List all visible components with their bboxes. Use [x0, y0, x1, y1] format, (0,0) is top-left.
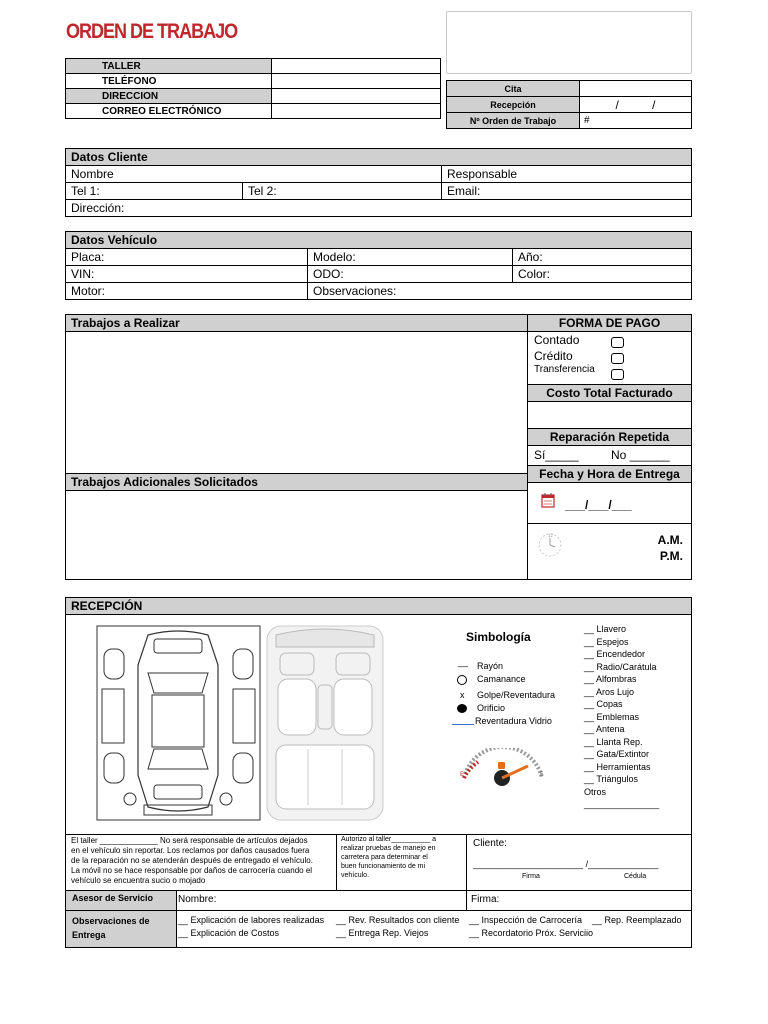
check-llanta[interactable]: __ Llanta Rep.: [584, 736, 643, 747]
work-left-column: [66, 315, 528, 579]
color-field[interactable]: Color:: [512, 266, 688, 282]
disclaimer-text: El taller _____________ No será responsable de artículos dejados en el vehículo sin reportar. Los reclamos por daños causados fuera de la reparación no se atenderán después de entregado el vehículo. La móvil no se hace responsable por daños de carrocería cuando el vehículo se encuentra sucio o mojado: [71, 836, 313, 885]
adicionales-title: Trabajos Adicionales Solicitados: [66, 473, 527, 491]
transferencia-checkbox[interactable]: [611, 369, 624, 380]
vin-field[interactable]: VIN:: [71, 267, 95, 281]
disclaimer-row: [66, 834, 691, 891]
check-alfombras[interactable]: __ Alfombras: [584, 674, 637, 684]
observaciones-label: Observaciones de Entrega: [66, 911, 177, 947]
obs-entrega-rep-viejos[interactable]: __ Entrega Rep. Viejos: [336, 928, 429, 938]
symbol-camanance: Camanance: [454, 673, 569, 686]
vehicle-row-3: [66, 283, 691, 299]
reception-section: [65, 597, 692, 948]
forma-pago-title: FORMA DE PAGO: [528, 315, 691, 332]
symbol-rayon: __ Rayón: [458, 657, 504, 671]
am-label[interactable]: A.M.: [657, 533, 683, 547]
signature-line[interactable]: ______________________ /______________: [473, 859, 659, 869]
observaciones-row: [66, 910, 691, 948]
client-row-3: [66, 200, 691, 216]
cita-label: Cita: [447, 81, 580, 97]
symbol-orificio: Orificio: [454, 702, 569, 715]
simbologia-title: Simbología: [466, 630, 531, 644]
x-mark-icon: x: [460, 690, 465, 700]
entrega-fecha-field[interactable]: ___/___/___: [565, 498, 632, 512]
pm-label[interactable]: P.M.: [659, 549, 683, 563]
client-row-2: [66, 183, 691, 200]
tel2-field[interactable]: Tel 2:: [242, 183, 438, 199]
costo-title: Costo Total Facturado: [528, 384, 691, 402]
asesor-nombre-field[interactable]: Nombre:: [178, 894, 217, 905]
symbol-vidrio: Reventadura Vidrio: [454, 715, 569, 728]
check-herramientas[interactable]: __ Herramientas: [584, 761, 651, 772]
taller-label: TALLER: [66, 59, 272, 74]
taller-field[interactable]: [272, 59, 441, 74]
contado-checkbox[interactable]: [611, 337, 624, 348]
placa-field[interactable]: Placa:: [71, 250, 105, 264]
asesor-firma-field[interactable]: Firma:: [471, 894, 500, 905]
recepcion-title: RECEPCIÓN: [66, 598, 691, 615]
symbol-legend: [454, 657, 569, 728]
client-signature: [466, 835, 692, 891]
asesor-row: [66, 890, 691, 911]
payment-options: [528, 332, 691, 384]
motor-field[interactable]: Motor:: [71, 284, 106, 298]
authorize-text: Autorizo al taller__________ a realizar pruebas de manejo en carretera para determinar el buen funcionamiento de mi vehículo.: [336, 835, 471, 891]
shop-info-table: [65, 58, 441, 119]
otros-label: Otros: [584, 786, 607, 797]
vehicle-row-1: [66, 249, 691, 266]
modelo-field[interactable]: Modelo:: [307, 249, 513, 265]
rayon-mark-icon: __: [458, 657, 469, 667]
svg-text:F: F: [540, 771, 544, 778]
check-llavero[interactable]: __ Llavero: [584, 624, 627, 634]
check-antena[interactable]: __ Antena: [584, 724, 625, 734]
direccion-label: DIRECCION: [66, 89, 272, 104]
obs-rev-resultados[interactable]: __ Rev. Resultados con cliente: [336, 915, 460, 925]
observaciones-vehiculo-field[interactable]: Observaciones:: [307, 283, 683, 299]
asesor-firma-cell: [466, 891, 692, 911]
vehicle-data-title: Datos Vehículo: [66, 232, 691, 249]
recepcion-label: Recepción: [447, 97, 580, 113]
repetida-title: Reparación Repetida: [528, 428, 691, 446]
check-espejos[interactable]: __ Espejos: [584, 636, 629, 647]
check-radio[interactable]: __ Radio/Carátula: [584, 661, 657, 672]
nombre-field[interactable]: Nombre: [71, 167, 114, 181]
svg-text:12: 12: [548, 533, 554, 538]
obs-inspeccion-carroceria[interactable]: __ Inspección de Carrocería: [469, 915, 583, 925]
accessory-checklist: [584, 623, 659, 811]
filled-circle-icon: [457, 704, 467, 713]
repetida-row: [528, 446, 691, 465]
repetida-no[interactable]: No ______: [611, 448, 670, 462]
symbol-golpe: x Golpe/Reventadura: [460, 690, 556, 700]
adicionales-area[interactable]: [66, 491, 527, 579]
credito-checkbox[interactable]: [611, 353, 624, 364]
repetida-si[interactable]: Sí_____: [534, 448, 579, 462]
tel1-field[interactable]: Tel 1:: [71, 184, 100, 198]
obs-explicacion-costos[interactable]: __ Explicación de Costos: [178, 928, 280, 938]
appointment-table: [446, 80, 692, 129]
fuel-gauge-icon[interactable]: [458, 748, 548, 788]
correo-field[interactable]: [272, 104, 441, 119]
obs-rep-reemplazado[interactable]: __ Rep. Reemplazado: [592, 915, 682, 925]
recepcion-date-field[interactable]: / /: [580, 97, 692, 113]
costo-field[interactable]: [528, 402, 691, 428]
entrega-title: Fecha y Hora de Entrega: [528, 465, 691, 483]
cliente-signature-label: Cliente:: [473, 838, 507, 849]
check-copas[interactable]: __ Copas: [584, 699, 623, 709]
direccion-field[interactable]: [272, 89, 441, 104]
obs-explicacion-labores[interactable]: __ Explicación de labores realizadas: [178, 915, 325, 925]
firma-caption: Firma: [522, 873, 540, 880]
trabajos-title: Trabajos a Realizar: [66, 315, 527, 332]
responsable-field[interactable]: Responsable: [441, 166, 687, 182]
calendar-icon: [541, 492, 555, 508]
cedula-caption: Cédula: [624, 873, 647, 880]
obs-recordatorio[interactable]: __ Recordatorio Próx. Serviciio: [469, 928, 594, 938]
telefono-label: TELÉFONO: [66, 74, 272, 89]
direccion-cliente-field[interactable]: Dirección:: [71, 201, 125, 215]
work-section: [65, 314, 692, 580]
trabajos-area[interactable]: [66, 332, 527, 473]
asesor-label: Asesor de Servicio: [66, 891, 177, 911]
client-data-section: [65, 148, 692, 217]
car-interior-diagram[interactable]: [266, 625, 384, 821]
telefono-field[interactable]: [272, 74, 441, 89]
logo-box: [446, 11, 692, 74]
svg-text:E: E: [460, 771, 464, 778]
car-topview-diagram[interactable]: [96, 625, 261, 821]
clock-icon: [537, 532, 563, 558]
entrega-fecha-row: [528, 483, 691, 524]
odo-field[interactable]: ODO:: [307, 266, 513, 282]
correo-label: CORREO ELECTRÓNICO: [66, 104, 272, 119]
circle-outline-icon: [457, 675, 467, 685]
orden-number-field[interactable]: #: [580, 113, 692, 129]
transferencia-label: Transferencia: [534, 364, 595, 375]
vehicle-data-section: [65, 231, 692, 300]
entrega-hora-row: [528, 524, 691, 572]
check-aros[interactable]: __ Aros Lujo: [584, 686, 635, 697]
blue-line-icon: [452, 724, 474, 725]
check-gata[interactable]: __ Gata/Extintor: [584, 749, 650, 759]
credito-label: Crédito: [534, 349, 573, 363]
check-triangulos[interactable]: __ Triángulos: [584, 774, 639, 784]
otros-field[interactable]: _______________: [584, 799, 660, 809]
contado-label: Contado: [534, 333, 580, 347]
client-row-1: [66, 166, 691, 183]
email-field[interactable]: Email:: [441, 183, 687, 199]
payment-column: [528, 315, 691, 579]
orden-label: Nº Orden de Trabajo: [447, 113, 580, 129]
anio-field[interactable]: Año:: [512, 249, 688, 265]
document-title: ORDEN DE TRABAJO: [66, 20, 238, 43]
check-emblemas[interactable]: __ Emblemas: [584, 711, 640, 722]
check-encendedor[interactable]: __ Encendedor: [584, 649, 646, 659]
vehicle-row-2: [66, 266, 691, 283]
client-data-title: Datos Cliente: [66, 149, 691, 166]
cita-field[interactable]: [580, 81, 692, 97]
